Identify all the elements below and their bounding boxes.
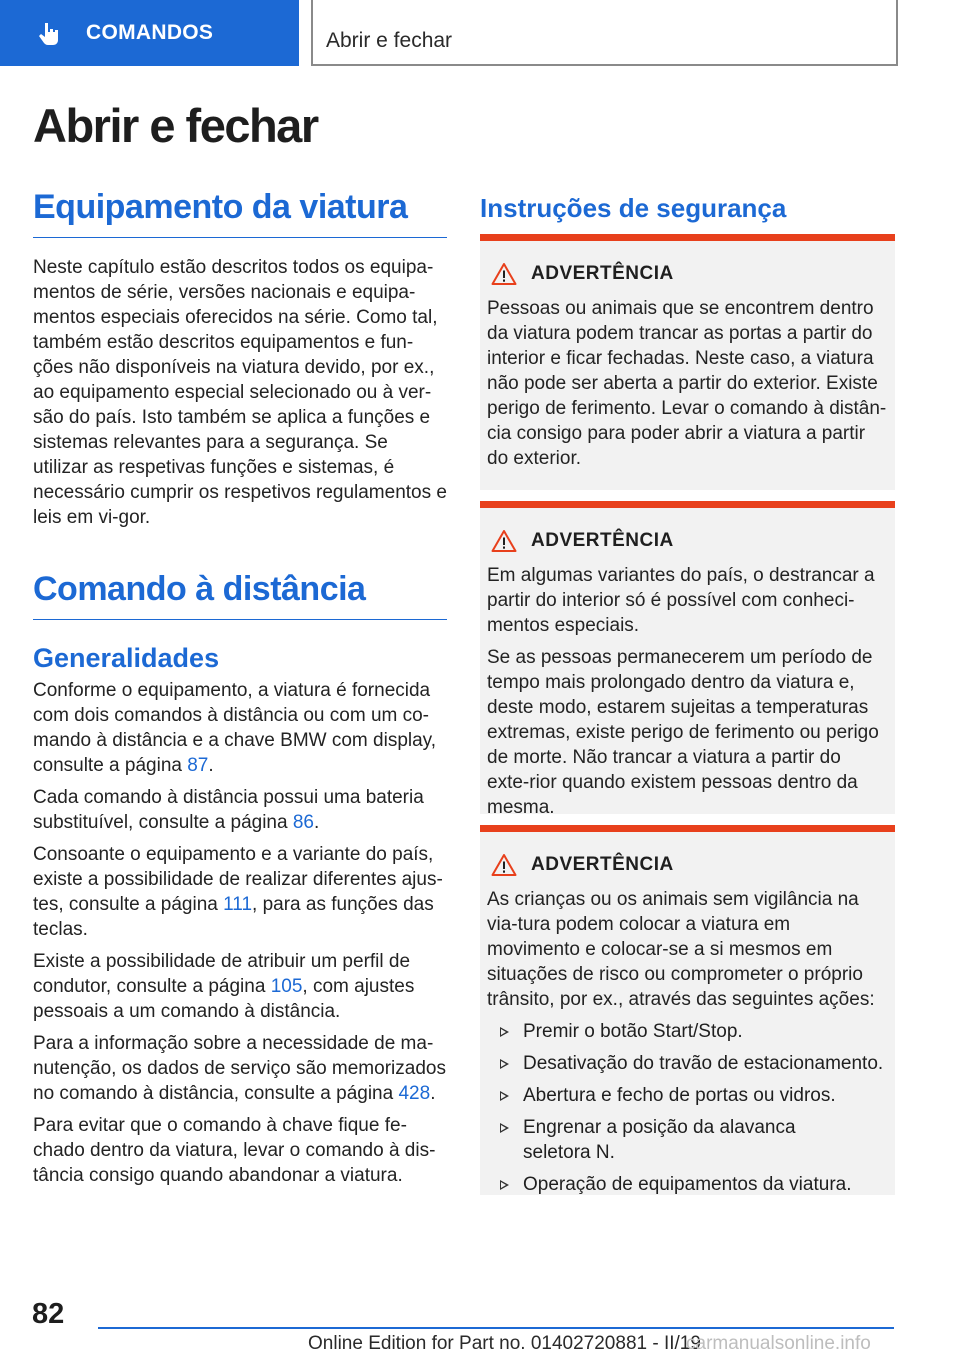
list-item: Abertura e fecho de portas ou vidros. bbox=[487, 1083, 888, 1108]
warning-title: ADVERTÊNCIA bbox=[531, 854, 674, 875]
safety-heading: Instruções de segurança bbox=[480, 193, 787, 223]
warning-title: ADVERTÊNCIA bbox=[531, 263, 674, 284]
bullet-triangle-icon bbox=[500, 1091, 509, 1101]
warning-header bbox=[487, 261, 888, 287]
paragraph-5: Para a informação sobre a necessidade de ma-nutenção, os dados de serviço são memorizados no comando à distância, consulte a página 428. bbox=[33, 1033, 446, 1104]
warning-triangle-icon bbox=[491, 853, 517, 877]
list-item: Desativação do travão de estacionamento. bbox=[487, 1051, 888, 1076]
equipment-heading: Equipamento da viatura bbox=[33, 188, 447, 238]
remote-heading: Comando à distância bbox=[33, 570, 447, 620]
paragraph-3: Consoante o equipamento e a variante do país, existe a possibilidade de realizar diferentes ajus-tes, consulte a página 111, para as funções das teclas. bbox=[33, 844, 443, 940]
warning-box-2 bbox=[480, 501, 895, 818]
bullet-triangle-icon bbox=[500, 1180, 509, 1190]
footer-divider bbox=[98, 1327, 894, 1329]
page-link-111[interactable]: 111 bbox=[223, 894, 253, 915]
paragraph-2: Cada comando à distância possui uma bateria substituível, consulte a página 86. bbox=[33, 787, 424, 833]
paragraph-4: Existe a possibilidade de atribuir um perfil de condutor, consulte a página 105, com ajustes pessoais a um comando à distância. bbox=[33, 951, 415, 1022]
warning-text-2: Se as pessoas permanecerem um período de tempo mais prolongado dentro da viatura e, deste modo, estarem sujeitas a temperaturas extremas, existe perigo de ferimento ou perigo de morte. Não trancar a viatura a partir do exte-rior quando existem pessoas dentro da mesma. bbox=[487, 647, 879, 818]
list-item: Engrenar a posição da alavanca seletora N. bbox=[487, 1115, 888, 1165]
warning-box-1 bbox=[480, 234, 895, 490]
bullet-triangle-icon bbox=[500, 1059, 509, 1069]
bullet-triangle-icon bbox=[500, 1123, 509, 1133]
list-item: Premir o botão Start/Stop. bbox=[487, 1019, 888, 1044]
chapter-tab-label: COMANDOS bbox=[86, 21, 214, 44]
warning-title: ADVERTÊNCIA bbox=[531, 530, 674, 551]
paragraph-1: Conforme o equipamento, a viatura é fornecida com dois comandos à distância ou com um co-mando à distância e a chave BMW com display, consulte a página 87. bbox=[33, 680, 437, 776]
warning-header bbox=[487, 852, 888, 878]
warning-text-1: Em algumas variantes do país, o destrancar a partir do interior só é possível com conheci-mentos especiais. bbox=[487, 565, 875, 636]
paragraph-6: Para evitar que o comando à chave fique fe-chado dentro da viatura, levar o comando à dis-tância consigo quando abandonar a viatura. bbox=[33, 1115, 436, 1186]
page-link-87[interactable]: 87 bbox=[187, 755, 209, 776]
warning-box-3 bbox=[480, 825, 895, 1195]
warning-triangle-icon bbox=[491, 262, 517, 286]
warning-text: Pessoas ou animais que se encontrem dentro da viatura podem trancar as portas a partir do interior e ficar fechadas. Neste caso, a viatura não pode ser aberta a partir do exterior. Existe perigo de ferimento. Levar o comando à distân-cia consigo para poder abrir a viatura a partir do exterior. bbox=[487, 298, 887, 469]
page-number: 82 bbox=[32, 1298, 65, 1330]
chapter-tab bbox=[0, 0, 299, 66]
general-heading: Generalidades bbox=[33, 643, 220, 673]
page-title: Abrir e fechar bbox=[33, 99, 318, 152]
warning-text: As crianças ou os animais sem vigilância na via-tura podem colocar a viatura em movimento e colocar-se a si mesmos em situações de risco ou comprometer o próprio trânsito, por ex., através das seguintes ações: bbox=[487, 889, 875, 1010]
warning-header bbox=[487, 528, 888, 554]
bullet-triangle-icon bbox=[500, 1027, 509, 1037]
footer-edition: Online Edition for Part no. 01402720881 - II/19 bbox=[308, 1333, 701, 1354]
warning-triangle-icon bbox=[491, 529, 517, 553]
section-header-label: Abrir e fechar bbox=[326, 29, 453, 52]
action-list bbox=[487, 1019, 888, 1197]
page-link-105[interactable]: 105 bbox=[270, 976, 303, 997]
watermark: carmanualsonline.info bbox=[686, 1333, 871, 1354]
left-column bbox=[33, 188, 447, 1188]
page-link-428[interactable]: 428 bbox=[398, 1083, 431, 1104]
list-item: Operação de equipamentos da viatura. bbox=[487, 1172, 888, 1197]
equipment-text: Neste capítulo estão descritos todos os equipa-mentos de série, versões nacionais e equipa-mentos especiais oferecidos na série. Como tal, também estão descritos equipamentos e fun-ções não disponíveis na viatura devido, por ex., ao equipamento especial selecionado ou à ver-são do país. Isto também se aplica a funções e sistemas relevantes para a segurança. Se utilizar as respetivas funções e sistemas, é necessário cumprir os respetivos regulamentos e leis em vi-gor. bbox=[33, 257, 447, 528]
hand-pointer-icon bbox=[36, 20, 64, 48]
section-header bbox=[311, 0, 898, 66]
page-link-86[interactable]: 86 bbox=[292, 812, 314, 833]
